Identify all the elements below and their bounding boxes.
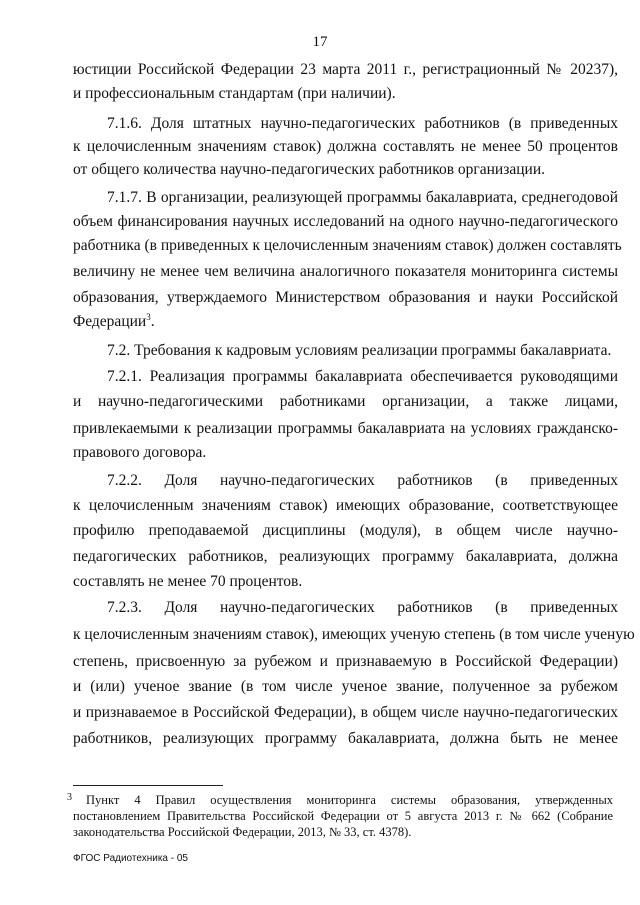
section-7-2-heading: 7.2. Требования к кадровым условиям реализации программы бакалавриата. — [107, 342, 612, 359]
text-line: работника (в приведенных к целочисленным значениям ставок) должен составлять — [73, 237, 622, 254]
paragraph-7-2-2-start: 7.2.2. Доля научно-педагогических работников (в приведенных — [107, 472, 618, 489]
text-line: составлять не менее 70 процентов. — [73, 573, 303, 590]
footnote-separator — [73, 785, 223, 786]
text-line: объем финансирования научных исследований на одного научно-педагогического — [73, 213, 618, 230]
text-line: профилю преподаваемой дисциплины (модуля), в общем числе научно- — [73, 522, 618, 539]
text-line: педагогических работников, реализующих программу бакалавриата, должна — [73, 548, 618, 565]
text-line: и профессиональным стандартам (при наличии). — [73, 85, 396, 102]
text-line: юстиции Российской Федерации 23 марта 2011 г., регистрационный № 20237), — [73, 61, 618, 78]
text-line: работников, реализующих программу бакалавриата, должна быть не менее — [73, 730, 618, 747]
text-line: правового договора. — [73, 444, 207, 461]
footnote-reference: 3 — [146, 311, 151, 322]
text-line: к целочисленным значениям ставок), имеющих ученую степень (в том числе ученую — [73, 626, 635, 643]
text-line: и признаваемое в Российской Федерации), в общем числе научно-педагогических — [73, 704, 618, 721]
text-line: и (или) ученое звание (в том числе ученое звание, полученное за рубежом — [73, 678, 618, 695]
footnote-line: постановлением Правительства Российской Федерации от 5 августа 2013 г. № 662 (Собрание — [73, 809, 613, 823]
text-line: привлекаемыми к реализации программы бакалавриата на условиях гражданско- — [73, 420, 618, 437]
footnote-line: законодательства Российской Федерации, 2013, № 33, ст. 4378). — [73, 825, 412, 839]
footnote-line: Пункт 4 Правил осуществления мониторинга системы образования, утвержденных — [86, 793, 613, 807]
paragraph-7-1-6-start: 7.1.6. Доля штатных научно-педагогических работников (в приведенных — [107, 115, 618, 132]
text-line: образования, утверждаемого Министерством образования и науки Российской — [73, 289, 618, 306]
paragraph-7-1-7-start: 7.1.7. В организации, реализующей программы бакалавриата, среднегодовой — [107, 189, 618, 206]
text-line: к целочисленным значениям ставок) должна составлять не менее 50 процентов — [73, 138, 618, 155]
text-line: к целочисленным значениям ставок) имеющих образование, соответствующее — [73, 497, 618, 514]
footnote-mark: 3 — [67, 792, 72, 803]
text-line: и научно-педагогическими работниками организации, а также лицами, — [73, 393, 618, 410]
text-fragment: Федерации — [73, 313, 147, 330]
text-line-with-footnote — [73, 312, 618, 332]
text-line: от общего количества научно-педагогических работников организации. — [73, 161, 545, 178]
text-line: величину не менее чем величина аналогичного показателя мониторинга системы — [73, 263, 618, 280]
text-fragment: . — [150, 313, 155, 330]
page-number: 17 — [312, 34, 328, 50]
document-footer: ФГОС Радиотехника - 05 — [73, 853, 188, 864]
paragraph-7-2-1-start: 7.2.1. Реализация программы бакалавриата обеспечивается руководящими — [107, 368, 618, 385]
paragraph-7-2-3-start: 7.2.3. Доля научно-педагогических работников (в приведенных — [107, 599, 618, 616]
text-line: степень, присвоенную за рубежом и признаваемую в Российской Федерации) — [73, 653, 618, 670]
